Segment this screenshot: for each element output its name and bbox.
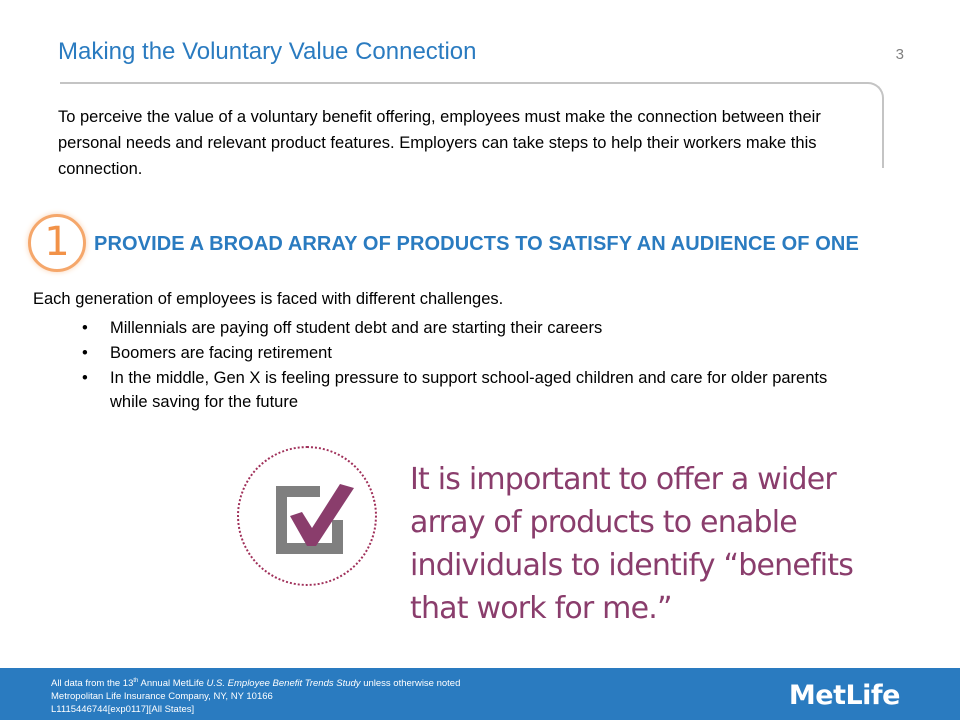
- footer-source-suffix: unless otherwise noted: [360, 678, 461, 690]
- metlife-logo: MetLife: [788, 680, 900, 711]
- footer-source-line: [51, 675, 460, 690]
- list-item-text: Boomers are facing retirement: [110, 344, 332, 362]
- footer-source-mid: Annual MetLife: [138, 678, 207, 690]
- bullet-icon: •: [82, 369, 88, 387]
- footer-bar: [0, 668, 960, 720]
- intro-paragraph: To perceive the value of a voluntary benefit offering, employees must make the connection between their personal needs and relevant product features. Employers can take steps to help their workers make this connection.: [58, 108, 821, 178]
- footer-source-ordinal: th: [133, 678, 139, 684]
- body-lead: Each generation of employees is faced with different challenges.: [33, 290, 504, 308]
- footer-code-line: L1115446744[exp0117][All States]: [51, 704, 195, 716]
- checkbox-check-icon: [272, 476, 358, 556]
- footer-study-title: U.S. Employee Benefit Trends Study: [206, 678, 361, 690]
- list-item-text: Millennials are paying off student debt and are starting their careers: [110, 319, 603, 337]
- bullet-icon: •: [82, 344, 88, 362]
- step-number-badge: [28, 214, 86, 272]
- footer-source-prefix: All data from the 13: [51, 678, 134, 690]
- footer-notes: [51, 675, 460, 716]
- list-item: [82, 341, 842, 365]
- bullet-icon: •: [82, 319, 88, 337]
- list-item-text: In the middle, Gen X is feeling pressure to support school-aged children and care for older parents while saving for the future: [110, 369, 828, 411]
- slide-title: Making the Voluntary Value Connection: [58, 38, 477, 65]
- step-number: 1: [44, 219, 70, 265]
- callout-quote: It is important to offer a wider array of products to enable individuals to identify “benefits that work for me.”: [410, 462, 854, 626]
- page-number: 3: [895, 46, 904, 63]
- footer-company-line: Metropolitan Life Insurance Company, NY, NY 10166: [51, 691, 273, 703]
- list-item: [82, 366, 842, 414]
- list-item: [82, 316, 842, 340]
- challenges-list: [82, 316, 842, 415]
- step-heading: PROVIDE A BROAD ARRAY OF PRODUCTS TO SATISFY AN AUDIENCE OF ONE: [94, 233, 859, 255]
